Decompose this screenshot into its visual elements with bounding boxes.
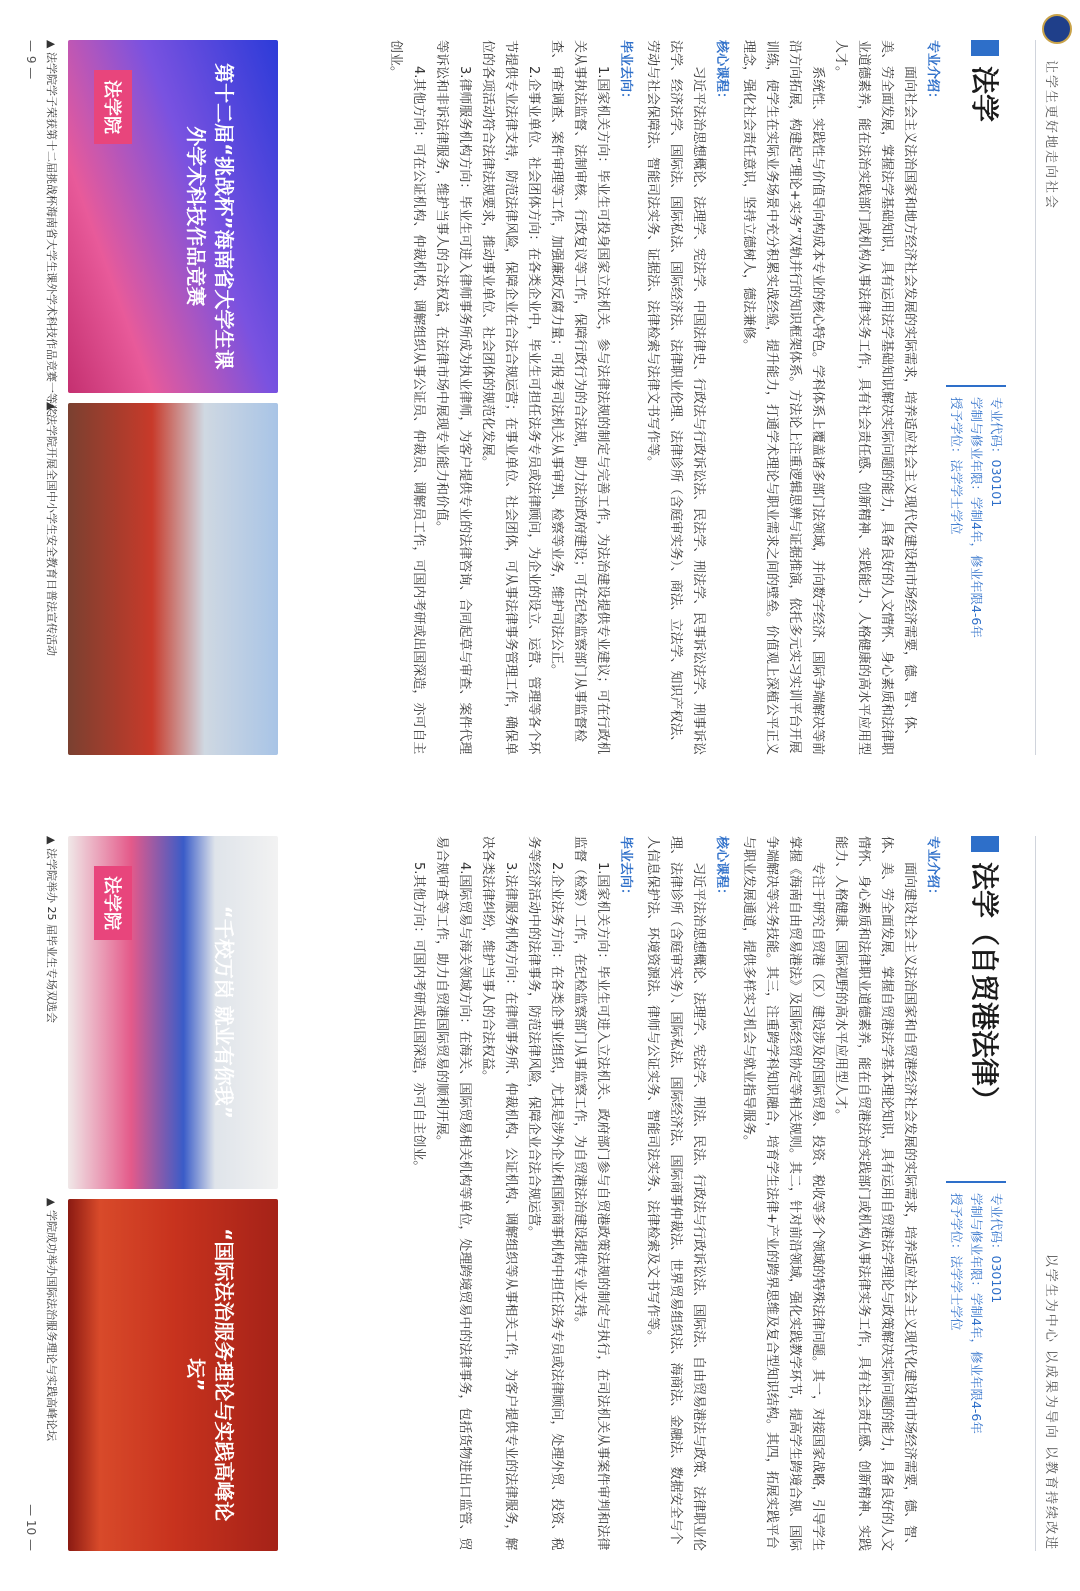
photo-banner-text: “国际法治服务理论与实践高峰论坛” xyxy=(184,1228,236,1522)
career-paragraph: 2.企事业单位、社会团体方向：在各类企业中，毕业生可担任法务专员或法律顾问，为企业的设立、运营、管理等各个环节提供专业法律支持，防范法律风险，保障企业在合法合规运营；在事业单位、社会团体，可从事法律事务管理工作，确保单位的各项活动符合法律法规要求，推动事业单位、社会团体的规范化发展。 xyxy=(480,40,541,756)
career-heading: 毕业去向： xyxy=(618,836,633,902)
course-text: 习近平法治思想概论、法理学、宪法学、刑法、民法、行政法与行政诉讼法、国际法、自由贸易港法与政策、法律职业伦理、法律诊所（含庭审实务）、国际私法、国际经济法、国际商事仲裁法、世界贸易组织法、海商法、金融法、数据安全与个人信息保护法、环境资源法、律师与公证实务、智能司法实务、法律检索及文书写作等。 xyxy=(645,836,706,1552)
major-duration: 学制与修业年限：学制4年，修业年限4-6年 xyxy=(969,397,984,638)
intro-paragraph: 专注于研究自贸港（区）建设涉及的国际贸易、投资、税收等多个领域的特殊法律问题。其一，对接国家战略，引导学生掌握《海南自由贸易港法》及国际经贸协定等相关规则。其二，针对前沿领域，强化实践教学环节，提高学生跨境合规、国际争端解决等实务技能。其三，注重跨学科知识融合，培育学生法律+产业的跨界思维及复合型知识结构。其四，拓展实践平台与职业发展通道，提供多样实习机会与就业指导服务。 xyxy=(741,836,825,1552)
course-heading: 核心课程： xyxy=(714,40,729,106)
photo-caption: ▲ 学院成功举办国际法治服务理论与实践高峰论坛 xyxy=(45,1198,58,1441)
legal-outreach-photo xyxy=(68,403,278,756)
page-number: — 10 — xyxy=(24,1504,38,1551)
page-9 xyxy=(0,0,1080,795)
major-code: 专业代码：030101 xyxy=(989,1193,1004,1304)
photo-banner-text: 第十二届“挑战杯”海南省大学生课外学术科技作品竞赛 xyxy=(184,63,236,370)
title-accent-bar xyxy=(971,40,999,56)
major-degree: 授予学位：法学学士学位 xyxy=(949,397,964,535)
major-title xyxy=(966,40,1006,122)
major-content xyxy=(384,40,948,755)
career-heading: 毕业去向： xyxy=(618,40,633,106)
intro-heading: 专业介绍： xyxy=(925,40,940,106)
competition-award-photo xyxy=(68,40,278,393)
university-logo xyxy=(1042,14,1072,44)
major-degree: 授予学位：法学学士学位 xyxy=(949,1193,964,1331)
major-title-text: 法学 xyxy=(968,66,1001,123)
course-heading: 核心课程： xyxy=(714,836,729,902)
intro-heading: 专业介绍： xyxy=(925,836,940,902)
career-paragraph: 5.其他方向：可国内考研或出国深造，亦可自主创业。 xyxy=(411,862,426,1174)
major-code: 专业代码：030101 xyxy=(989,397,1004,508)
major-meta xyxy=(946,1181,1006,1434)
header-divider xyxy=(1035,836,1036,1551)
photo-caption: ▲ 法学院学子荣获第十二届挑战杯海南省大学生课外学术科技作品竞赛一等奖 xyxy=(45,40,58,415)
career-paragraph: 4.其他方向：可在公证机构、仲裁机构、调解组织从事公证员、仲裁员、调解员工作，可国内考研或出国深造，亦可自主创业。 xyxy=(388,40,426,755)
forum-photo xyxy=(68,1199,278,1552)
photo-caption: ▲ 法学院开展全国中小学生安全教育日普法宣传活动 xyxy=(45,402,58,656)
job-fair-photo xyxy=(68,836,278,1189)
header-divider xyxy=(1035,40,1036,755)
major-meta xyxy=(946,385,1006,638)
intro-paragraph: 面向建设社会主义法治国家和自贸港经济社会发展的实际需求，培养适应社会主义现代化建设和市场经济需要，德、智、体、美、劳全面发展，掌握自贸港法学基本理论知识，具有运用自贸港法学理论与政策解决实际问题的能力，具备良好的人文情怀、身心素质和法律职业道德素养，能在自贸港法治实践部门或机构从事法律实务工作，具有社会责任感、创新精神、实践能力、人格健康、国际视野的高水平应用型人才。 xyxy=(833,836,917,1552)
title-accent-bar xyxy=(971,836,999,852)
page-number: — 9 — xyxy=(24,40,38,80)
photo-row xyxy=(68,836,278,1551)
career-paragraph: 4.国际贸易与海关领域方向：在海关、国际贸易相关机构等单位，处理跨境贸易中的法律事务，包括货物进出口监管、贸易合规审查等工作，助力自贸港国际贸易的顺利开展。 xyxy=(434,836,472,1551)
career-paragraph: 3.法律服务机构方向：在律师事务所、仲裁机构、公证机构、调解组织等从事相关工作，为客户提供专业的法律服务，解决各类法律纠纷，维护当事人的合法权益。 xyxy=(480,836,518,1551)
career-paragraph: 1.国家机关方向：毕业生可投身国家立法机关，参与法律法规的制定与完善工作，为法治建设提供专业建议；可在行政机关从事执法监督、法制审核、行政复议等工作，保障行政行为的合法规，助力法治政府建设；可在纪检监察部门从事监督检查、审查调查、案件审理等工作，加强廉政反腐力量；可报考司法机关从事审判、检察等业务，维护司法公正。 xyxy=(549,40,610,755)
major-content xyxy=(407,836,948,1551)
header-motto: 让学生更好地走向社会 xyxy=(1043,60,1058,211)
career-paragraph: 2.企业法务方向：在各类企事业组织，尤其是涉外企业和国际商事机构中担任法务专员或法律顾问，处理外贸、投资、税务等经济活动中的法律事务，防范法律风险，保障企业合法合规运营。 xyxy=(526,836,564,1551)
major-title-text: 法学（自贸港法律） xyxy=(968,862,1001,1115)
major-duration: 学制与修业年限：学制4年，修业年限4-6年 xyxy=(969,1193,984,1434)
photo-banner-text: “千校万岗 就业有你我” xyxy=(212,905,236,1119)
page-10 xyxy=(0,796,1080,1591)
photo-caption: ▲ 法学院举办 25 届毕业生专场双选会 xyxy=(45,836,58,1023)
intro-paragraph: 系统性、实践性与价值导向构成本专业的核心特色。学科体系上覆盖诸多部门法领域，并向数字经济、国际争端解决等前沿方向拓展，构建起“理论+实务”双轨并行的知识框架体系。方法论上注重逻辑思辨与证据推演，依托多元实习实训平台开展训练，使学生在实际业务场景中充分积累实战经验，提升能力，打通学术理论与职业需求之间的壁垒。价值观上深植公平正义理念，强化社会责任意识，坚持立德树人，德法兼修。 xyxy=(741,40,825,756)
header-motto: 以学生为中心 以成果为导向 以教育持续改进 xyxy=(1043,1253,1058,1551)
career-paragraph: 3.律师服务机构方向：毕业生可进入律师事务所成为执业律师，为客户提供专业的法律咨询、合同起草与审查、案件代理等诉讼和非诉法律服务，维护当事人的合法权益，在法律市场中展现专业能力和价值。 xyxy=(434,40,472,755)
intro-paragraph: 面向社会主义法治国家和地方经济社会发展的实际需求，培养适应社会主义现代化建设和市场经济需要，德、智、体、美、劳全面发展，掌握法学基础知识，具有运用法学基础知识解决实际问题的能力，具备良好的人文情怀、身心素质和法律职业道德素养，能在法治实践部门或机构从事法律实务工作，具有社会责任感、创新精神、实践能力、人格健康的高水平应用型人才。 xyxy=(833,40,917,756)
course-text: 习近平法治思想概论、法理学、宪法学、中国法律史、行政法与行政诉讼法、民法学、刑法学、民事诉讼法学、刑事诉讼法学、经济法学、国际法、国际私法、国际经济法、法律职业伦理、法律诊所（含庭审实务）、商法、立法学、知识产权法、劳动与社会保障法、智能司法实务、证据法、法律检索与法律文书写作等。 xyxy=(645,40,706,756)
major-title xyxy=(966,836,1006,1114)
photo-sign-text: 法学院 xyxy=(94,70,132,144)
photo-row xyxy=(68,40,278,755)
career-paragraph: 1.国家机关方向：毕业生可进入立法机关、政府部门参与自贸港政策法规的制定与执行，在司法机关从事案件审判和法律监督（检察）工作，在纪检监察部门从事监察工作，为自贸港法治建设提供专业支持。 xyxy=(572,836,610,1551)
photo-sign-text: 法学院 xyxy=(94,866,132,940)
